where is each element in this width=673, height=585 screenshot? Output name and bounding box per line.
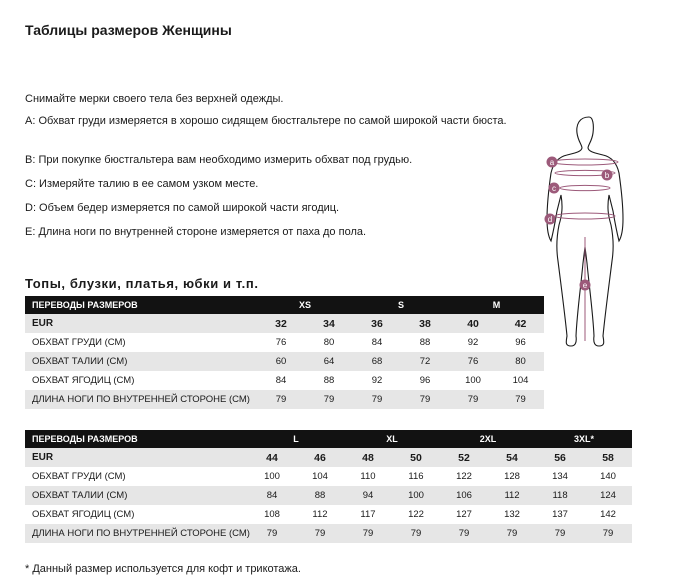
table-cell: 92 [371, 375, 383, 386]
marker-b-label: b [604, 171, 610, 180]
eur-cell: 44 [248, 448, 296, 467]
eur-cell: 54 [488, 448, 536, 467]
table-cell: 124 [584, 486, 632, 505]
size-header-cell: 3XL* [536, 430, 632, 448]
table-cell: 79 [392, 524, 440, 543]
table-cell: 64 [305, 352, 353, 371]
size-header-cell: XL [344, 430, 440, 448]
page-title: Таблицы размеров Женщины [25, 22, 232, 38]
table-cell: 76 [275, 337, 287, 348]
instruction-c: C: Измеряйте талию в ее самом узком месте. [25, 178, 259, 190]
eur-cell: 38 [401, 314, 449, 333]
marker-a-label: a [549, 158, 555, 167]
table-cell: 92 [467, 337, 479, 348]
marker-d-label: d [547, 215, 553, 224]
table-cell: 104 [312, 471, 328, 482]
table-cell: 79 [344, 524, 392, 543]
size-header-cell: 2XL [440, 430, 536, 448]
table-cell: 94 [344, 486, 392, 505]
table-row-eur [25, 448, 632, 467]
table-cell: 79 [296, 524, 344, 543]
table-cell: 128 [504, 471, 520, 482]
eur-cell: 32 [257, 314, 305, 333]
table-row [25, 505, 632, 524]
table-cell: 84 [371, 337, 383, 348]
marker-d [545, 214, 556, 225]
table-cell: 79 [401, 390, 449, 409]
eur-cell: 34 [305, 314, 353, 333]
eur-cell: 56 [536, 448, 584, 467]
table-row-eur [25, 314, 544, 333]
row-label: ДЛИНА НОГИ ПО ВНУТРЕННЕЙ СТОРОНЕ (СМ) [25, 524, 248, 543]
table-cell: 122 [408, 509, 424, 520]
table-cell: 100 [264, 471, 280, 482]
table-row [25, 371, 544, 390]
eur-cell: 52 [440, 448, 488, 467]
table-cell: 104 [512, 375, 529, 386]
table-cell: 80 [497, 352, 544, 371]
measurement-lines [549, 158, 618, 341]
table-cell: 117 [360, 509, 376, 520]
table-cell: 88 [323, 375, 335, 386]
table-cell: 79 [257, 390, 305, 409]
eur-cell: 48 [344, 448, 392, 467]
table-row [25, 524, 632, 543]
table-cell: 84 [275, 375, 287, 386]
table-cell: 122 [456, 471, 472, 482]
table-cell: 84 [248, 486, 296, 505]
table-cell: 79 [497, 390, 544, 409]
table-row [25, 352, 544, 371]
table-row [25, 390, 544, 409]
table-cell: 108 [264, 509, 280, 520]
marker-e-label: e [582, 281, 588, 290]
size-header-cell: XS [257, 296, 353, 314]
eur-cell: 50 [392, 448, 440, 467]
table-cell: 79 [305, 390, 353, 409]
row-label: ОБХВАТ ГРУДИ (СМ) [32, 471, 126, 482]
table-cell: 118 [536, 486, 584, 505]
table-row [25, 467, 632, 486]
table-cell: 112 [488, 486, 536, 505]
size-header-cell: M [449, 296, 544, 314]
table-cell: 134 [552, 471, 568, 482]
marker-c [549, 183, 560, 194]
table-cell: 79 [248, 524, 296, 543]
bust-line [549, 158, 618, 167]
table-cell: 72 [401, 352, 449, 371]
table-cell: 112 [312, 509, 328, 520]
table-cell: 132 [504, 509, 520, 520]
instruction-a: A: Обхват груди измеряется в хорошо сидящем бюстгальтере по самой широкой части бюста. [25, 115, 507, 127]
instruction-intro: Снимайте мерки своего тела без верхней одежды. [25, 93, 284, 105]
marker-e [580, 280, 591, 291]
row-label: ДЛИНА НОГИ ПО ВНУТРЕННЕЙ СТОРОНЕ (СМ) [25, 390, 257, 409]
table-cell: 79 [584, 524, 632, 543]
table-row [25, 333, 544, 352]
size-conversion-label: ПЕРЕВОДЫ РАЗМЕРОВ [25, 296, 257, 314]
table-cell: 79 [449, 390, 497, 409]
table-cell: 142 [600, 509, 616, 520]
size-header-cell: S [353, 296, 449, 314]
row-label: ОБХВАТ ЯГОДИЦ (СМ) [32, 509, 135, 520]
table-cell: 79 [536, 524, 584, 543]
table-cell: 88 [419, 337, 431, 348]
marker-c-label: c [552, 184, 556, 193]
row-label: EUR [25, 448, 248, 467]
row-label: ОБХВАТ ТАЛИИ (СМ) [25, 352, 257, 371]
table-cell: 88 [296, 486, 344, 505]
table-cell: 60 [257, 352, 305, 371]
table-cell: 106 [440, 486, 488, 505]
eur-cell: 36 [353, 314, 401, 333]
table-cell: 96 [515, 337, 526, 348]
table-cell: 140 [600, 471, 616, 482]
size-header-cell: L [248, 430, 344, 448]
table-header-row [25, 430, 632, 448]
table-cell: 137 [552, 509, 568, 520]
marker-a [547, 157, 558, 168]
size-table-2 [25, 430, 632, 543]
marker-b [602, 170, 613, 181]
table-cell: 79 [353, 390, 401, 409]
table-cell: 79 [440, 524, 488, 543]
footnote: * Данный размер используется для кофт и трикотажа. [25, 563, 301, 575]
table-cell: 68 [353, 352, 401, 371]
row-label: ОБХВАТ ТАЛИИ (СМ) [25, 486, 248, 505]
size-conversion-label: ПЕРЕВОДЫ РАЗМЕРОВ [25, 430, 248, 448]
table-cell: 79 [488, 524, 536, 543]
instruction-e: E: Длина ноги по внутренней стороне измеряется от паха до пола. [25, 226, 367, 238]
eur-cell: 46 [296, 448, 344, 467]
instruction-b: B: При покупке бюстгальтера вам необходимо измерить обхват под грудью. [25, 154, 413, 166]
body-measurement-figure [537, 115, 637, 360]
eur-cell: 58 [584, 448, 632, 467]
row-label: ОБХВАТ ЯГОДИЦ (СМ) [32, 375, 135, 386]
hip-line [555, 213, 615, 219]
section-title: Топы, блузки, платья, юбки и т.п. [25, 276, 259, 291]
table-cell: 116 [408, 471, 424, 482]
instruction-d: D: Объем бедер измеряется по самой широкой части ягодиц. [25, 202, 340, 214]
eur-cell: 42 [497, 314, 544, 333]
table-cell: 76 [449, 352, 497, 371]
table-header-row [25, 296, 544, 314]
size-table-1 [25, 296, 544, 409]
table-cell: 100 [392, 486, 440, 505]
table-cell: 110 [360, 471, 376, 482]
table-row [25, 486, 632, 505]
eur-cell: 40 [449, 314, 497, 333]
row-label: ОБХВАТ ГРУДИ (СМ) [32, 337, 126, 348]
waist-line [560, 185, 610, 190]
table-cell: 96 [419, 375, 431, 386]
row-label: EUR [25, 314, 257, 333]
table-cell: 100 [465, 375, 481, 386]
table-cell: 127 [456, 509, 472, 520]
table-cell: 80 [323, 337, 335, 348]
